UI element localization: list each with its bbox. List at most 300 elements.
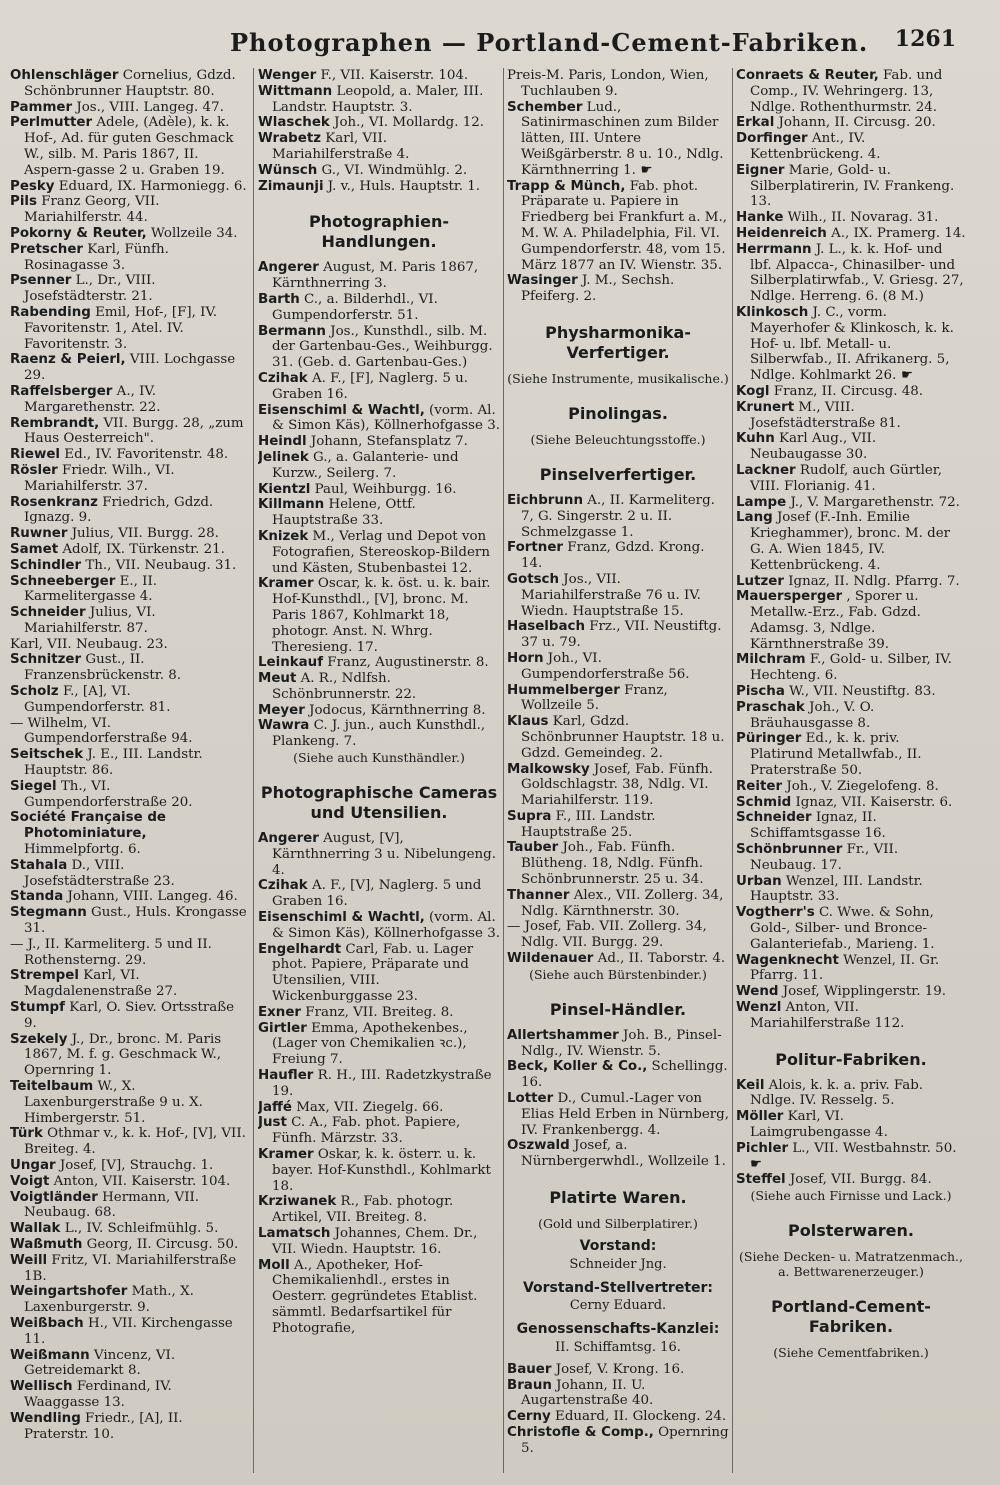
directory-entry (10, 1284, 250, 1316)
entry-details: Fr., VII. Neubaug. 17. (750, 842, 899, 873)
entry-details: Karl, VI. Laimgrubengasse 4. (750, 1109, 888, 1140)
entry-name: Allertshammer (507, 1027, 619, 1043)
directory-entry (258, 497, 500, 529)
column-1 (10, 68, 250, 1478)
entry-details: Karl, VI. Magdalenenstraße 27. (24, 968, 178, 1000)
directory-entry (10, 1190, 250, 1222)
entry-name: Czihak (258, 370, 308, 386)
directory-entry (258, 703, 500, 719)
entry-details: Josef, Fab. Fünfh. Goldschlagstr. 38, Ndlg. VI. Mariahilferstr. 119. (521, 761, 713, 809)
entry-name: Klinkosch (736, 304, 809, 320)
entry-name: Bermann (258, 323, 326, 339)
directory-entry (10, 652, 250, 684)
entry-details: Karl, Fünfh. Rosinagasse 3. (24, 241, 169, 273)
entry-name: Strempel (10, 968, 79, 984)
entry-details: Alex., VII. Zollerg. 34, Ndlg. Kärnthnerstr. 30. (521, 887, 724, 919)
entry-details: Fab. und Comp., IV. Wehringerg. 13, Ndlge. Rothenthurmstr. 24. (750, 68, 943, 115)
entry-name: Wittmann (258, 83, 333, 99)
directory-entry (507, 762, 729, 809)
entry-name: Keil (736, 1077, 765, 1093)
directory-entry (258, 1005, 500, 1021)
directory-entry (507, 1059, 729, 1091)
entry-details: Oscar, k. k. öst. u. k. bair. Hof-Kunsthdl., [V], bronc. M. Paris 1867, Kohlmarkt 18, photogr. Anst. N. Whrg. Theresieng. 17. (272, 576, 491, 655)
entry-details: Ferdinand, IV. Waaggasse 13. (24, 1379, 172, 1410)
directory-entry (10, 889, 250, 905)
entry-name: Engelhardt (258, 941, 342, 957)
directory-entry (736, 305, 966, 384)
entry-name: Wendling (10, 1410, 81, 1426)
entry-details: C., a. Bilderhdl., VI. Gumpendorferstr. 51. (272, 291, 438, 323)
directory-entry (258, 260, 500, 292)
entry-details: Ed., k. k. priv. Platirund Metallwfab., II. Praterstraße 50. (750, 731, 922, 779)
directory-entry (10, 574, 250, 606)
directory-entry (10, 1379, 250, 1411)
column-divider (253, 68, 254, 1473)
directory-entry (10, 937, 250, 969)
directory-entry (10, 810, 250, 857)
entry-name: Jelinek (258, 449, 309, 465)
column-divider (732, 68, 733, 1473)
entry-name: Weißmann (10, 1347, 90, 1363)
entry-name: Just (258, 1115, 287, 1131)
entry-name: Kuhn (736, 431, 775, 447)
directory-entry (258, 163, 500, 179)
entry-name: Cerny (507, 1409, 551, 1425)
entry-name: Gotsch (507, 571, 560, 587)
entry-details: Ignaz, II. Ndlg. Pfarrg. 7. (783, 573, 960, 589)
directory-entry (736, 953, 966, 985)
entry-details: Joh., VI. Gumpendorferstraße 56. (521, 650, 690, 682)
directory-entry (736, 589, 966, 652)
directory-entry (258, 292, 500, 324)
directory-entry (507, 1409, 729, 1425)
directory-entry (507, 951, 729, 967)
entry-name: Perlmutter (10, 115, 93, 131)
section-heading: Photographische Cameras und Utensilien. (260, 783, 498, 823)
entry-details: Franz, II. Circusg. 48. (769, 383, 924, 399)
directory-entry (10, 526, 250, 542)
directory-entry (736, 495, 966, 511)
section-heading: Pinolingas. (568, 403, 668, 423)
entry-details: Joh., V. O. Bräuhausgasse 8. (750, 699, 875, 731)
entry-name: Urban (736, 873, 782, 889)
directory-entry (736, 400, 966, 432)
entry-name: Haufler (258, 1068, 314, 1084)
directory-entry (736, 574, 966, 590)
directory-entry (10, 179, 250, 195)
directory-entry (507, 1091, 729, 1138)
directory-entry (10, 1079, 250, 1126)
entry-details: Johann, Stefansplatz 7. (306, 434, 468, 450)
directory-entry (258, 482, 500, 498)
directory-entry (10, 1253, 250, 1285)
entry-name: Hummelberger (507, 682, 620, 698)
entry-details: Rudolf, auch Gürtler, VIII. Florianig. 41. (750, 462, 942, 494)
entry-details: Karl, Gdzd. Schönbrunner Hauptstr. 18 u. Gdzd. Gemeindeg. 2. (521, 714, 725, 761)
entry-details: H., VII. Kirchengasse 11. (24, 1315, 233, 1347)
entry-name: Milchram (736, 652, 806, 668)
entry-name: Schmid (736, 794, 792, 810)
subsection-value: Cerny Eduard. (569, 1298, 667, 1314)
entry-name: Heidenreich (736, 225, 827, 241)
directory-entry (736, 384, 966, 400)
entry-name: Türk (10, 1126, 43, 1142)
entry-name: Schneider (736, 810, 812, 826)
entry-name: Psenner (10, 273, 72, 289)
entry-details: August, [V], Kärnthnerring 3 u. Nibelungeng. 4. (272, 831, 496, 878)
entry-details: Emma, Apothekenbes., (Lager von Chemikalien ꝛc.), Freiung 7. (272, 1020, 468, 1068)
entry-name: Wenger (258, 68, 317, 83)
entry-details: Julius, VI. Mariahilferstr. 87. (24, 605, 156, 636)
entry-name: Pichler (736, 1140, 789, 1156)
directory-entry (258, 910, 500, 942)
entry-name: Kientzl (258, 481, 311, 497)
directory-entry (10, 605, 250, 637)
entry-details: D., Cumul.-Lager von Elias Held Erben in Nürnberg, IV. Frankenbergg. 4. (521, 1091, 729, 1138)
subsection-label: Vorstand: (579, 1238, 657, 1255)
entry-name: Reiter (736, 778, 783, 794)
directory-entry (507, 1425, 729, 1457)
entry-details: Franz, Augustinerstr. 8. (323, 655, 489, 671)
entry-details: A. F., [V], Naglerg. 5 und Graben 16. (272, 878, 482, 910)
entry-name: Beck, Koller & Co., (507, 1059, 648, 1075)
directory-entry (507, 651, 729, 683)
entry-name: Möller (736, 1109, 784, 1125)
entry-name: Wellisch (10, 1379, 73, 1395)
entry-name: Wasinger (507, 273, 578, 289)
directory-entry (736, 463, 966, 495)
entry-name: Wagenknecht (736, 952, 839, 968)
entry-details: J. v., Huls. Hauptstr. 1. (323, 178, 481, 194)
section-heading: Pinsel-Händler. (549, 999, 687, 1019)
entry-name: Kramer (258, 1147, 314, 1163)
directory-entry (10, 542, 250, 558)
directory-entry (10, 273, 250, 305)
entry-details: Adele, (Adèle), k. k. Hof-, Ad. für guten Geschmack W., silb. M. Paris 1867, II. Aspern-gasse 2 u. Graben 19. (24, 115, 234, 178)
section-heading: Physharmonika-Verfertiger. (545, 322, 691, 362)
entry-name: Weill (10, 1252, 48, 1268)
section-heading: Politur-Fabriken. (775, 1049, 927, 1069)
directory-entry (507, 68, 729, 100)
entry-details: Jodocus, Kärnthnerring 8. (304, 702, 486, 718)
entry-details: (vorm. Al. & Simon Käs), Köllnerhofgasse 3. (272, 402, 500, 434)
entry-name: Kogl (736, 383, 770, 399)
entry-details: Franz, VII. Breiteg. 8. (301, 1004, 454, 1020)
column-2 (258, 68, 500, 1478)
directory-entry (507, 1138, 729, 1170)
entry-name: Jaffé (258, 1099, 292, 1115)
entry-details: Fritz, VI. Mariahilferstraße 1B. (24, 1252, 237, 1284)
entry-name: Waßmuth (10, 1236, 83, 1252)
directory-entry (258, 718, 500, 750)
directory-entry (258, 878, 500, 910)
entry-name: Thanner (507, 887, 570, 903)
subsection-value: II. Schiffamtsg. 16. (555, 1340, 681, 1356)
entry-details: Joh., V. Ziegelofeng. 8. (782, 778, 939, 794)
entry-details: E., II. Karmelitergasse 4. (24, 573, 157, 605)
directory-entry (258, 84, 500, 116)
entry-name: Schneeberger (10, 573, 116, 589)
directory-entry (736, 795, 966, 811)
directory-entry (507, 1378, 729, 1410)
entry-details: Oskar, k. k. österr. u. k. bayer. Hof-Kunsthdl., Kohlmarkt 18. (272, 1147, 491, 1194)
entry-details: Wenzel, II. Gr. Pfarrg. 11. (750, 952, 940, 984)
page-title: Photographen — Portland-Cement-Fabriken. (230, 28, 869, 57)
directory-entry (10, 558, 250, 574)
directory-entry (258, 1226, 500, 1258)
entry-details: Gust., II. Franzensbrückenstr. 8. (24, 652, 182, 684)
directory-entry (10, 858, 250, 890)
section-heading: Portland-Cement-Fabriken. (771, 1297, 931, 1337)
entry-details: A. R., Ndlfsh. Schönbrunnerstr. 22. (272, 671, 417, 702)
entry-details: Friedrich, Gdzd. Ignazg. 9. (24, 494, 214, 526)
entry-name: Stahala (10, 857, 68, 873)
directory-entry (736, 874, 966, 906)
entry-details: Karl, VII. Mariahilferstraße 4. (272, 131, 410, 162)
entry-name: Schember (507, 99, 583, 115)
entry-name: Weingartshofer (10, 1284, 128, 1300)
entry-details: VII. Burgg. 28, „zum Haus Oesterreich". (24, 415, 244, 447)
entry-name: Raffelsberger (10, 383, 113, 399)
directory-entry (258, 655, 500, 671)
entry-details: Opernring 5. (521, 1425, 729, 1456)
cross-reference-note: (Siehe auch Bürstenbinder.) (529, 966, 707, 982)
entry-details: Cornelius, Gdzd. Schönbrunner Hauptstr. 80. (24, 68, 236, 99)
entry-details: Max, VII. Ziegelg. 66. (291, 1099, 444, 1115)
entry-details: Johann, II. Circusg. 20. (774, 115, 936, 131)
directory-entry (10, 1158, 250, 1174)
cross-reference-note: (Siehe auch Kunsthändler.) (293, 750, 465, 766)
entry-details: Johann, II. U. Augartenstraße 40. (521, 1377, 654, 1409)
entry-name: Rembrandt, (10, 415, 100, 431)
column-4 (736, 68, 966, 1478)
entry-name: Hanke (736, 210, 784, 226)
entry-details: Leopold, a. Maler, III. Landstr. Hauptstr. 3. (272, 83, 484, 115)
entry-details: Georg, II. Circusg. 50. (82, 1236, 239, 1252)
directory-entry (507, 1362, 729, 1378)
entry-name: Vogtherr's (736, 905, 815, 921)
entry-name: Ohlenschläger (10, 68, 119, 83)
entry-details: Frz., VII. Neustiftg. 37 u. 79. (521, 619, 722, 651)
directory-entry (10, 637, 250, 653)
entry-details: F., III. Landstr. Hauptstraße 25. (521, 808, 656, 840)
entry-details: Friedr. Wilh., VI. Mariahilferstr. 37. (24, 462, 175, 494)
entry-name: Szekely (10, 1031, 68, 1047)
directory-entry (736, 431, 966, 463)
entry-name: Seitschek (10, 747, 84, 763)
entry-name: Pischa (736, 684, 785, 700)
entry-details: Josef, V. Krong. 16. (551, 1361, 685, 1377)
directory-entry (10, 305, 250, 352)
entry-name: Conraets & Reuter, (736, 68, 879, 83)
entry-name: Malkowsky (507, 761, 590, 777)
entry-details: August, M. Paris 1867, Kärnthnerring 3. (272, 260, 479, 292)
entry-name: Praschak (736, 699, 805, 715)
directory-entry (10, 1174, 250, 1190)
directory-entry (258, 68, 500, 84)
entry-details: Josef, a. Nürnbergerwhdl., Wollzeile 1. (521, 1138, 726, 1170)
entry-details: Othmar v., k. k. Hof-, [V], VII. Breiteg. 4. (24, 1126, 246, 1158)
entry-name: Wawra (258, 718, 310, 734)
entry-details: Schellingg. 16. (521, 1059, 728, 1091)
directory-entry (736, 652, 966, 684)
entry-name: Wend (736, 984, 779, 1000)
directory-entry (507, 888, 729, 920)
entry-name: Angerer (258, 831, 319, 847)
entry-name: Standa (10, 889, 64, 905)
entry-details: Anton, VII. Kaiserstr. 104. (49, 1173, 231, 1189)
directory-entry (736, 163, 966, 210)
pointing-hand-icon: ☛ (635, 162, 653, 178)
directory-entry (258, 1021, 500, 1068)
entry-details: Jos., Kunsthdl., silb. M. der Gartenbau-Ges., Weihburgg. 31. (Geb. d. Gartenbau-Ges.) (272, 323, 493, 371)
entry-name: Pretscher (10, 241, 84, 257)
cross-reference-note: (Siehe auch Firnisse und Lack.) (750, 1188, 952, 1204)
entry-name: Stegmann (10, 905, 87, 921)
directory-entry (258, 434, 500, 450)
directory-entry (507, 683, 729, 715)
entry-name: Heindl (258, 434, 307, 450)
entry-details: Wenzel, III. Landstr. Hauptstr. 33. (750, 873, 923, 905)
directory-entry (10, 384, 250, 416)
column-divider (503, 68, 504, 1473)
entry-details: L., VII. Westbahnstr. 50. (788, 1140, 957, 1156)
directory-entry (736, 1109, 966, 1141)
directory-entry (507, 809, 729, 841)
entry-details: J., V. Margarethenstr. 72. (786, 494, 960, 510)
directory-entry (258, 1194, 500, 1226)
entry-details: A., Apotheker, Hof-Chemikalienhdl., erstes in Oesterr. gegründetes Etablist. sämmtl. Bedarfsartikel für Photografie, (272, 1257, 478, 1336)
entry-name: Püringer (736, 731, 802, 747)
cross-reference-note: (Gold und Silberplatirer.) (538, 1216, 698, 1232)
directory-entry (736, 810, 966, 842)
subsection-value: Schneider Jng. (569, 1256, 667, 1272)
directory-entry (10, 463, 250, 495)
entry-details: A., IV. Margarethenstr. 22. (24, 383, 161, 415)
directory-entry (507, 714, 729, 761)
entry-details: Jos., VIII. Langeg. 47. (72, 99, 224, 115)
entry-name: Lackner (736, 462, 796, 478)
section-heading: Pinselverfertiger. (539, 464, 697, 484)
entry-details: A. F., [F], Naglerg. 5 u. Graben 16. (272, 370, 468, 402)
directory-entry (736, 131, 966, 163)
entry-name: Pokorny & Reuter, (10, 225, 147, 241)
directory-entry (736, 226, 966, 242)
entry-details: Ad., II. Taborstr. 4. (593, 951, 726, 967)
entry-name: Wlaschek (258, 115, 330, 131)
entry-name: Ruwner (10, 526, 68, 542)
entry-name: Pesky (10, 178, 55, 194)
directory-entry (10, 242, 250, 274)
entry-details: Wilh., II. Novarag. 31. (783, 210, 939, 226)
entry-name: Lamatsch (258, 1226, 331, 1241)
entry-details: Johann, VIII. Langeg. 46. (63, 889, 238, 905)
directory-entry (258, 179, 500, 195)
entry-name: Klaus (507, 714, 549, 730)
directory-entry (10, 226, 250, 242)
entry-details: Fab. phot. Präparate u. Papiere in Friedberg bei Frankfurt a. M., M. W. A. Philadelphia, Fil. VI. Gumpendorferstr. 48, vom 15. März 1877 an IV. Wienstr. 35. (521, 178, 727, 273)
entry-details: Eduard, II. Glockeng. 24. (550, 1409, 727, 1425)
entry-name: Schnitzer (10, 652, 82, 668)
subsection-label: Genossenschafts-Kanzlei: (516, 1321, 720, 1338)
directory-entry (10, 115, 250, 178)
directory-entry (10, 1000, 250, 1032)
entry-name: Schneider (10, 605, 86, 621)
directory-entry (10, 1348, 250, 1380)
entry-details: L., Dr., VIII. Josefstädterstr. 21. (24, 273, 156, 305)
directory-entry (507, 100, 729, 179)
entry-details: Franz Georg, VII. Mariahilferstr. 44. (24, 194, 160, 226)
directory-entry (736, 242, 966, 305)
directory-entry (736, 1141, 966, 1173)
entry-name: Exner (258, 1004, 302, 1020)
entry-name: Kramer (258, 576, 314, 592)
entry-details: Jos., VII. Mariahilferstraße 76 u. IV. Wiedn. Hauptstraße 15. (521, 571, 701, 619)
directory-entry (258, 942, 500, 1005)
entry-details: Josef, Wipplingerstr. 19. (778, 984, 947, 1000)
directory-entry (10, 352, 250, 384)
entry-details: C. A., Fab. phot. Papiere, Fünfh. Märzstr. 33. (272, 1115, 461, 1147)
directory-entry (507, 493, 729, 540)
entry-name: Meyer (258, 702, 305, 718)
directory-entry (258, 371, 500, 403)
entry-details: Lud., Satinirmaschinen zum Bilder lätten, III. Untere Weißgärberstr. 8 u. 10., Ndlg. Kärnthnerring 1. (521, 99, 724, 178)
directory-entry (10, 716, 250, 748)
directory-entry (736, 1078, 966, 1110)
entry-name: Riewel (10, 447, 61, 463)
entry-name: Eigner (736, 162, 785, 178)
entry-details: Karl, O. Siev. Ortsstraße 9. (24, 1000, 235, 1031)
pointing-hand-icon: ☛ (896, 368, 913, 384)
directory-entry (736, 779, 966, 795)
entry-details: F., VII. Kaiserstr. 104. (316, 68, 469, 83)
entry-name: Moll (258, 1257, 290, 1273)
entry-name: Weißbach (10, 1315, 84, 1331)
directory-entry (10, 100, 250, 116)
directory-entry (258, 1100, 500, 1116)
entry-details: W., X. Laxenburgerstraße 9 u. X. Himbergerstr. 51. (24, 1079, 203, 1126)
entry-name: Rosenkranz (10, 494, 98, 510)
entry-name: Bauer (507, 1361, 552, 1377)
directory-entry (10, 194, 250, 226)
entry-name: Steffel (736, 1172, 786, 1188)
entry-name: Lotter (507, 1091, 554, 1107)
entry-name: Siegel (10, 778, 57, 794)
entry-name: Krziwanek (258, 1194, 337, 1210)
entry-name: Wallak (10, 1221, 61, 1237)
entry-details: Franz, Gdzd. Krong. 14. (521, 540, 705, 572)
entry-details: Johannes, Chem. Dr., VII. Wiedn. Hauptstr. 16. (272, 1226, 478, 1257)
entry-details: Adolf, IX. Türkenstr. 21. (58, 541, 225, 557)
entry-details: Alois, k. k. a. priv. Fab. Ndlge. IV. Resselg. 5. (750, 1077, 924, 1109)
entry-name: Trapp & Münch, (507, 178, 626, 194)
entry-name: Wildenauer (507, 951, 594, 967)
directory-entry (258, 576, 500, 655)
entry-details: C. Wwe. & Sohn, Gold-, Silber- und Bronce-Galanteriefab., Marieng. 1. (750, 905, 935, 952)
directory-entry (10, 779, 250, 811)
entry-details: J. E., III. Landstr. Hauptstr. 86. (24, 747, 203, 779)
entry-details: Math., X. Laxenburgerstr. 9. (24, 1284, 194, 1316)
directory-entry (258, 131, 500, 163)
entry-details: D., VIII. Josefstädterstraße 23. (24, 857, 175, 889)
cross-reference-note: (Siehe Decken- u. Matratzenmach., a. Bettwarenerzeuger.) (739, 1249, 963, 1280)
entry-details: Himmelpfortg. 6. (24, 842, 141, 858)
entry-name: Angerer (258, 260, 319, 276)
entry-name: Stumpf (10, 1000, 65, 1016)
entry-name: Herrmann (736, 241, 812, 257)
entry-details: G., a. Galanterie- und Kurzw., Seilerg. 7. (272, 449, 459, 481)
directory-entry (736, 842, 966, 874)
